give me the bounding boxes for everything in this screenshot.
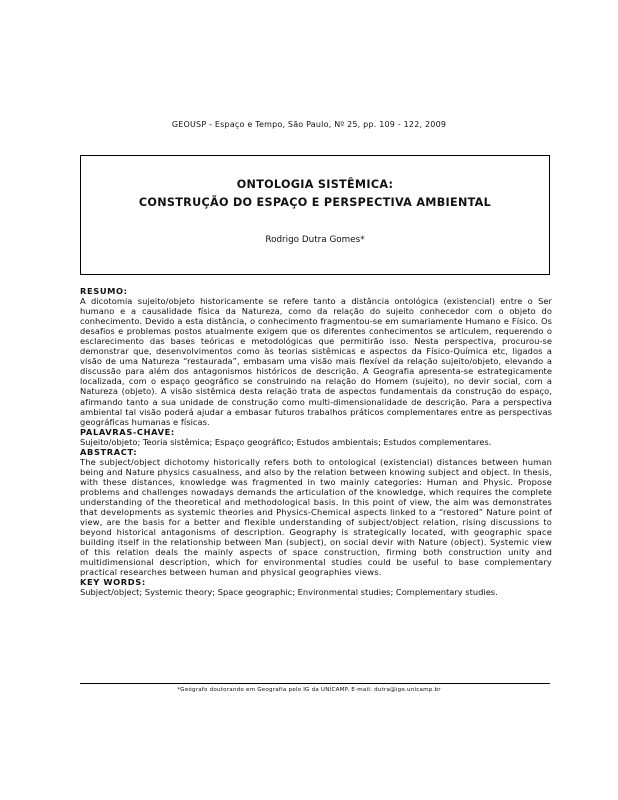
palavras-chave-text: Sujeito/objeto; Teoria sistêmica; Espaço geográfico; Estudos ambientais; Estudos complementares. [80, 436, 492, 447]
resumo-heading: RESUMO: [80, 286, 128, 296]
palavras-chave-heading: PALAVRAS-CHAVE: [80, 426, 175, 437]
article-title-line-2: CONSTRUÇÃO DO ESPAÇO E PERSPECTIVA AMBIENTAL [138, 196, 492, 209]
author-footnote: *Geógrafo doutorando em Geografia pelo IG da UNICAMP. E-mail: dutra@ige.unicamp.br [177, 687, 441, 693]
key-words-text: Subject/object; Systemic theory; Space geographic; Environmental studies; Complementary studies. [80, 587, 498, 598]
abstract-section [80, 286, 552, 597]
article-title-line-1: ONTOLOGIA SISTÊMICA: [236, 178, 394, 191]
abstract-text: The subject/object dichotomy historically refers both to ontological (existencial) distances between human being and Nature physics casualness, and also by the relation between knowing subject and object. In thesis, with these distances, knowledge was fragmented in two mainly categories: Human and Physic. Propose problems and challenges nowadays demands the articulation of the knowledge, which requires the complete understanding of the theoretical and methodological basis. In this point of view, the aim was demonstrates that developments as systemic theories and Physics-Chemical aspects linked to a “restored” Nature point of view, are the basis for a better and flexible understanding of subject/object relation, rising discussions to beyond historical antagonisms of description. Geography is strategically located, with geographic space building itself in the relationship between Man (subject), on social devir with Nature (object). Systemic view of this relation deals the mainly aspects of space construction, firming both construction unity and multidimensional description, which for environmental studies could be useful to base complementary practical researches between human and physical geographies views. [80, 456, 552, 578]
resumo-text: A dicotomia sujeito/objeto historicamente se refere tanto a distância ontológica (existencial) entre o Ser humano e a causalidade física da Natureza, como da relação do sujeito conhecedor com o objeto do conhecimento. Devido a esta distância, o conhecimento fragmentou-se em sumariamente Humano e Físico. Os desafios e problemas postos atualmente exigem que os diferentes conhecimentos se articulem, requerendo o esclarecimento das bases teóricas e metodológicas que permitirão isso. Nesta perspectiva, procurou-se demonstrar que, desenvolvimentos como às teorias sistêmicas e aspectos da Físico-Química etc, ligados a visão de uma Natureza “restaurada”, embasam uma visão mais flexível da relação sujeito/objeto, elevando a discussão para além dos antagonismos históricos de descrição. A Geografia apresenta-se estrategicamente localizada, com o espaço geográfico se construindo na relação do Homem (sujeito), no devir social, com a Natureza (objeto). A visão sistêmica desta relação trata de aspectos fundamentais da construção do espaço, afirmando tanto a sua unidade de construção como multi-dimensionalidade de descrição. Para a perspectiva ambiental tal visão poderá ajudar a embasar futuros trabalhos práticos complementares entre as perspectivas geográficas humanas e físicas. [80, 296, 552, 427]
title-box [80, 155, 550, 275]
author-name: Rodrigo Dutra Gomes* [265, 235, 365, 245]
footnote-divider [80, 683, 550, 684]
abstract-heading: ABSTRACT: [80, 446, 138, 457]
journal-citation: GEOUSP - Espaço e Tempo, São Paulo, Nº 25, pp. 109 - 122, 2009 [171, 120, 447, 129]
key-words-heading: KEY WORDS: [80, 577, 146, 588]
